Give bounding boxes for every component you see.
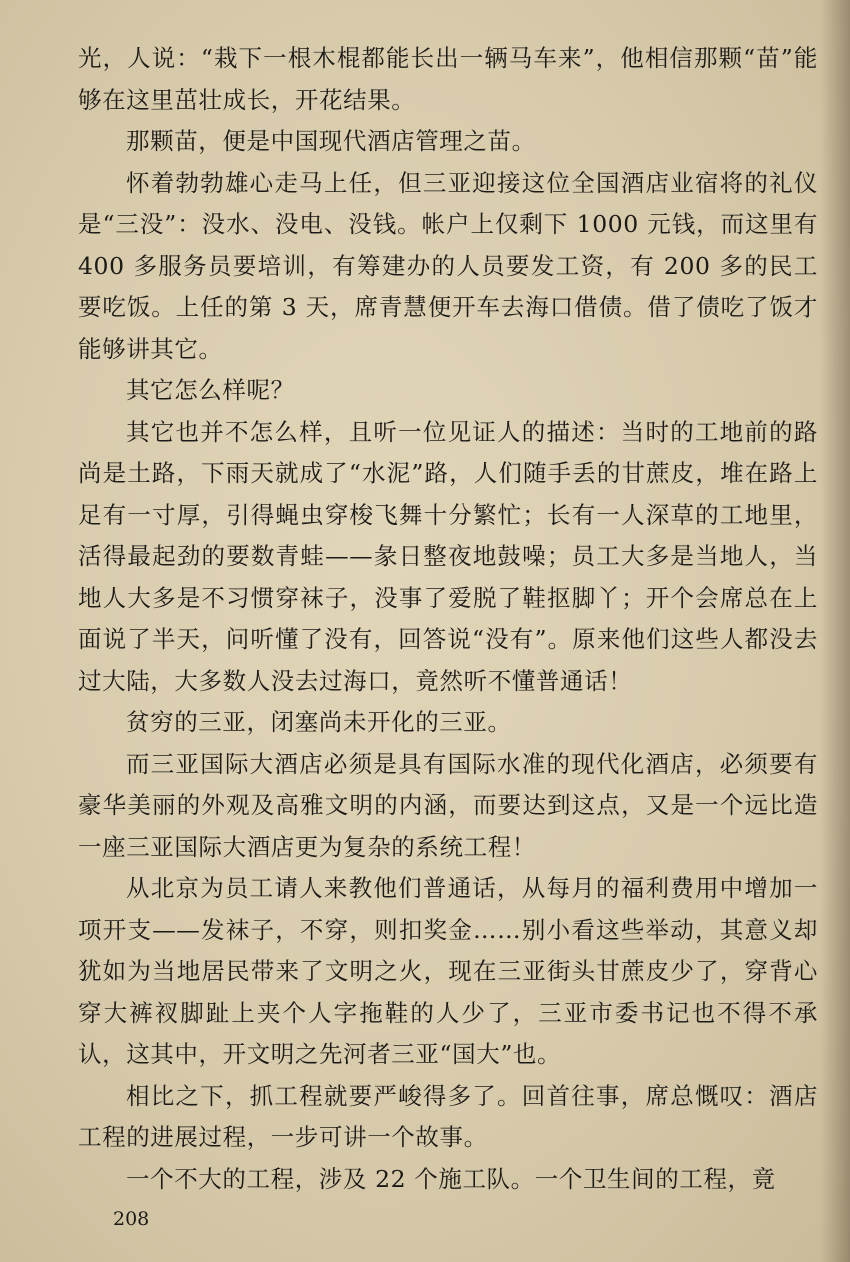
paragraph: 贫穷的三亚，闭塞尚未开化的三亚。 bbox=[126, 708, 512, 736]
page-number: 208 bbox=[113, 1208, 150, 1230]
paragraph: 而三亚国际大酒店必须是具有国际水准的现代化酒店，必须要有豪华美丽的外观及高雅文明的内涵，而要达到这点，又是一个远比造一座三亚国际大酒店更为复杂的系统工程！ bbox=[78, 749, 818, 861]
paragraph: 其它也并不怎么样，且听一位见证人的描述：当时的工地前的路尚是土路，下雨天就成了“水泥”路，人们随手丢的甘蔗皮，堆在路上足有一寸厚，引得蝇虫穿梭飞舞十分繁忙；长有一人深草的工地里，活得最起劲的要数青蛙——彖日整夜地鼓噪；员工大多是当地人，当地人大多是不习惯穿袜子，没事了爱脱了鞋抠脚丫；开个会席总在上面说了半天，问听懂了没有，回答说“没有”。原来他们这些人都没去过大陆，大多数人没去过海口，竟然听不懂普通话！ bbox=[78, 417, 818, 695]
paragraph: 怀着勃勃雄心走马上任，但三亚迎接这位全国酒店业宿将的礼仪是“三没”：没水、没电、没钱。帐户上仅剩下 1000 元钱，而这里有 400 多服务员要培训，有筹建办的人员要发工资，有 200 多的民工要吃饭。上任的第 3 天，席青慧便开车去海口借债。借了债吃了饭才能够讲其它。 bbox=[78, 168, 818, 363]
paragraph: 光，人说：“栽下一根木棍都能长出一辆马车来”，他相信那颗“苗”能够在这里茁壮成长，开花结果。 bbox=[78, 44, 818, 114]
paragraph: 一个不大的工程，涉及 22 个施工队。一个卫生间的工程，竟 bbox=[126, 1164, 776, 1193]
paragraph: 其它怎么样呢？ bbox=[126, 376, 295, 404]
paragraph: 从北京为员工请人来教他们普通话，从每月的福利费用中增加一项开支——发袜子，不穿，则扣奖金……别小看这些举动，其意义却犹如为当地居民带来了文明之火，现在三亚街头甘蔗皮少了，穿背心穿大裤衩脚趾上夹个人字拖鞋的人少了，三亚市委书记也不得不承认，这其中，开文明之先河者三亚“国大”也。 bbox=[78, 874, 818, 1068]
paragraph: 那颗苗，便是中国现代酒店管理之苗。 bbox=[126, 127, 536, 155]
paragraph: 相比之下，抓工程就要严峻得多了。回首往事，席总慨叹：酒店工程的进展过程，一步可讲一个故事。 bbox=[78, 1081, 818, 1151]
body-text bbox=[78, 38, 818, 1200]
